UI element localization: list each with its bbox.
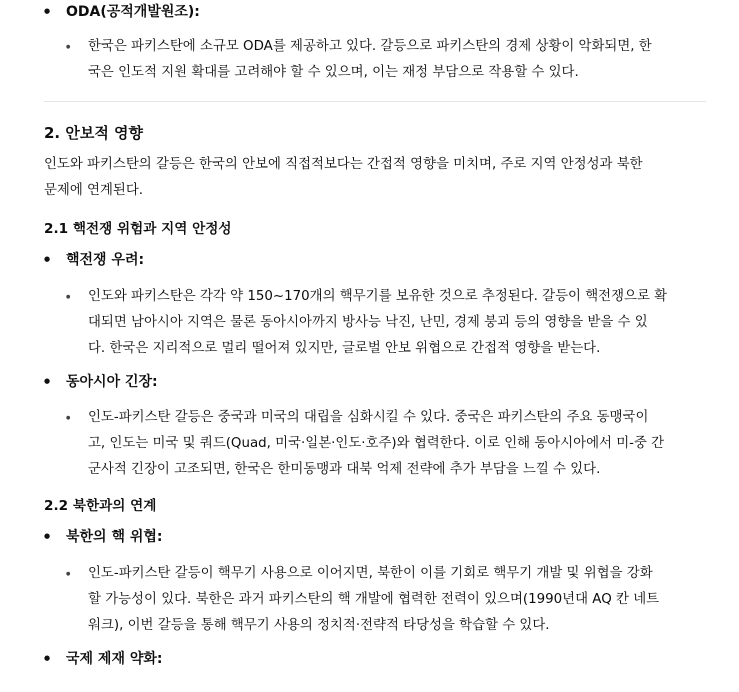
oda-paragraph <box>88 34 708 86</box>
oda-heading: ODA(공적개발원조): <box>66 4 200 20</box>
section-title: 2. 안보적 영향 <box>44 124 144 142</box>
list-item-heading: 국제 제재 약화: <box>66 651 163 667</box>
text-line: 대되면 남아시아 지역은 물론 동아시아까지 방사능 낙진, 난민, 경제 붕괴 등의 영향을 받을 수 있 <box>88 315 648 330</box>
text-line: 할 가능성이 있다. 북한은 과거 파키스탄의 핵 개발에 협력한 전력이 있으며(1990년대 AQ 칸 네트 <box>88 592 660 607</box>
text-line: 국은 인도적 지원 확대를 고려해야 할 수 있으며, 이는 재정 부담으로 작용할 수 있다. <box>88 65 579 80</box>
bullet-dot: ● <box>44 7 51 15</box>
subsection-title: 2.2 북한과의 연계 <box>44 498 157 514</box>
text-line: 워크), 이번 갈등을 통해 핵무기 사용의 정치적·전략적 타당성을 학습할 수 있다. <box>88 618 550 633</box>
text-line: 문제에 연계된다. <box>44 183 144 198</box>
list-item-paragraph <box>88 561 708 639</box>
text-line: 다. 한국은 지리적으로 멀리 떨어져 있지만, 글로벌 안보 위협으로 간접적 영향을 받는다. <box>88 341 601 356</box>
sub-bullet-dot: ● <box>66 44 71 50</box>
text-line: 인도와 파키스탄은 각각 약 150~170개의 핵무기를 보유한 것으로 추정된다. 갈등이 핵전쟁으로 확 <box>88 289 668 304</box>
text-line: 한국은 파키스탄에 소규모 ODA를 제공하고 있다. 갈등으로 파키스탄의 경제 상황이 악화되면, 한 <box>88 39 652 54</box>
list-item-paragraph <box>88 284 708 362</box>
sub-bullet-dot: ● <box>66 571 71 577</box>
list-item-heading: 북한의 핵 위협: <box>66 529 163 545</box>
bullet-dot: ● <box>44 532 51 540</box>
text-line: 인도-파키스탄 갈등은 중국과 미국의 대립을 심화시킬 수 있다. 중국은 파키스탄의 주요 동맹국이 <box>88 410 649 425</box>
sub-bullet-dot: ● <box>66 415 71 421</box>
bullet-dot: ● <box>44 255 51 263</box>
text-line: 고, 인도는 미국 및 쿼드(Quad, 미국·일본·인도·호주)와 협력한다. 이로 인해 동아시아에서 미-중 간 <box>88 436 665 451</box>
list-item-paragraph <box>88 405 708 483</box>
section-divider <box>44 101 706 102</box>
section-intro <box>44 152 704 204</box>
list-item-heading: 핵전쟁 우려: <box>66 252 145 268</box>
sub-bullet-dot: ● <box>66 294 71 300</box>
bullet-dot: ● <box>44 654 51 662</box>
text-line: 군사적 긴장이 고조되면, 한국은 한미동맹과 대북 억제 전략에 추가 부담을 느낄 수 있다. <box>88 462 601 477</box>
text-line: 인도와 파키스탄의 갈등은 한국의 안보에 직접적보다는 간접적 영향을 미치며, 주로 지역 안정성과 북한 <box>44 157 643 172</box>
bullet-dot: ● <box>44 377 51 385</box>
subsection-title: 2.1 핵전쟁 위험과 지역 안정성 <box>44 221 232 237</box>
text-line: 인도-파키스탄 갈등이 핵무기 사용으로 이어지면, 북한이 이를 기회로 핵무기 개발 및 위협을 강화 <box>88 566 653 581</box>
list-item-heading: 동아시아 긴장: <box>66 374 158 390</box>
